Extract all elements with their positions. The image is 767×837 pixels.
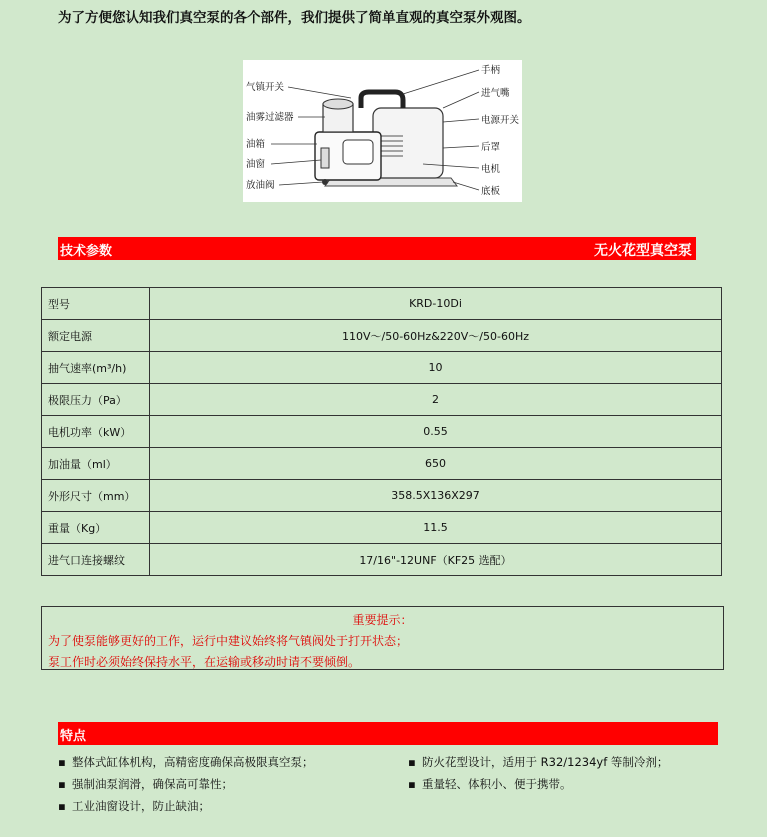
spec-key: 电机功率（kW） [42, 416, 150, 448]
feature-item: ▪ 强制油泵润滑，确保高可靠性； [58, 777, 233, 791]
left-labels [246, 81, 294, 191]
spec-row [42, 544, 722, 576]
spec-value: 10 [150, 352, 722, 384]
spec-row [42, 384, 722, 416]
bullet-icon: ▪ [58, 777, 66, 791]
spec-value: 2 [150, 384, 722, 416]
spec-key: 加油量（ml） [42, 448, 150, 480]
spec-row [42, 352, 722, 384]
pump-diagram [243, 60, 522, 202]
spec-header-bar [58, 237, 696, 260]
spec-key: 重量（Kg） [42, 512, 150, 544]
bullet-icon: ▪ [58, 799, 66, 813]
spec-row [42, 448, 722, 480]
label-power-switch: 电源开关 [481, 115, 520, 126]
notice-box [41, 606, 724, 670]
spec-key: 极限压力（Pa） [42, 384, 150, 416]
spec-value: 110V～/50-60Hz&220V～/50-60Hz [150, 320, 722, 352]
spec-key: 额定电源 [42, 320, 150, 352]
label-oil-tank: 油箱 [246, 139, 266, 150]
label-drain-valve: 放油阀 [246, 180, 275, 191]
features-header-bar [58, 722, 718, 745]
bullet-icon: ▪ [58, 755, 66, 769]
spec-key: 抽气速率(m³/h) [42, 352, 150, 384]
bullet-icon: ▪ [408, 755, 416, 769]
intro-text: 为了方便您认知我们真空泵的各个部件，我们提供了简单直观的真空泵外观图。 [58, 10, 531, 26]
notice-line-1: 为了使泵能够更好的工作，运行中建议始终将气镇阀处于打开状态； [48, 634, 409, 648]
spec-value: 17/16"-12UNF（KF25 选配） [150, 544, 722, 576]
label-intake: 进气嘴 [481, 88, 510, 99]
feature-item: ▪ 工业油窗设计，防止缺油； [58, 799, 210, 813]
spec-header-product: 无火花型真空泵 [594, 243, 692, 259]
spec-table [41, 287, 722, 576]
label-gas-ballast: 气镇开关 [246, 82, 285, 93]
feature-item: ▪ 防火花型设计，适用于 R32/1234yf 等制冷剂； [408, 755, 669, 769]
label-oil-window: 油窗 [246, 159, 266, 170]
spec-header-title: 技术参数 [60, 244, 113, 259]
feature-item: ▪ 重量轻、体积小、便于携带。 [408, 777, 572, 791]
spec-row [42, 288, 722, 320]
label-rear-cover: 后罩 [481, 142, 501, 153]
spec-row [42, 320, 722, 352]
spec-value: 0.55 [150, 416, 722, 448]
feature-item: ▪ 整体式缸体机构，高精密度确保高极限真空泵； [58, 755, 314, 769]
spec-row [42, 512, 722, 544]
spec-key: 型号 [42, 288, 150, 320]
spec-row [42, 480, 722, 512]
spec-value: KRD-10Di [150, 288, 722, 320]
spec-value: 650 [150, 448, 722, 480]
label-base-plate: 底板 [481, 186, 501, 197]
notice-line-2: 泵工作时必须始终保持水平，在运输或移动时请不要倾倒。 [48, 655, 361, 669]
features-header-title: 特点 [60, 729, 87, 744]
right-labels [481, 64, 520, 197]
spec-key: 外形尺寸（mm） [42, 480, 150, 512]
label-motor: 电机 [481, 164, 501, 175]
spec-value: 11.5 [150, 512, 722, 544]
spec-row [42, 416, 722, 448]
bullet-icon: ▪ [408, 777, 416, 791]
label-handle: 手柄 [481, 65, 501, 76]
notice-title: 重要提示： [352, 613, 413, 627]
spec-key: 进气口连接螺纹 [42, 544, 150, 576]
label-oil-mist-filter: 油雾过滤器 [246, 112, 294, 123]
spec-value: 358.5X136X297 [150, 480, 722, 512]
pump-illustration [243, 60, 522, 202]
